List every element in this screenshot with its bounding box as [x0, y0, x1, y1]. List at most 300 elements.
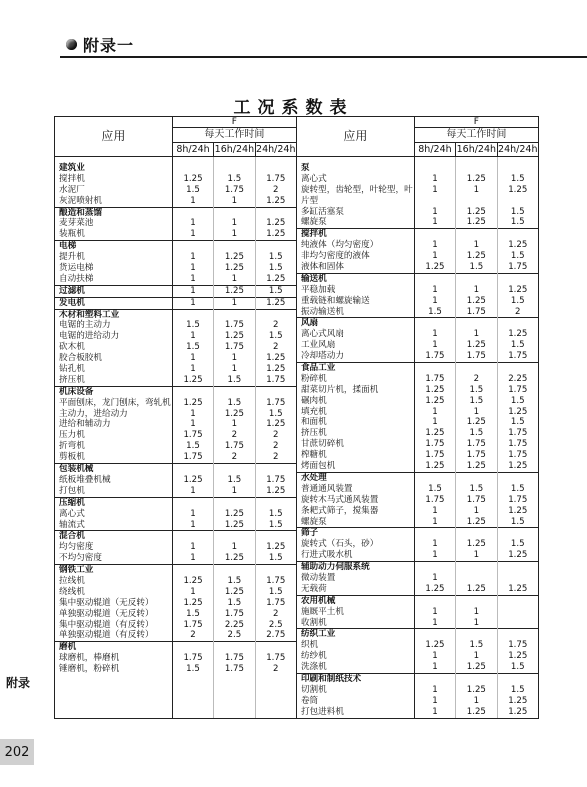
factor-value: 1.25 [266, 273, 286, 284]
application-label: 均匀密度 [59, 542, 94, 553]
factor-value: 1.75 [224, 664, 244, 675]
factor-value: 1.5 [469, 395, 484, 406]
factor-value: 1 [473, 329, 480, 340]
factor-value: 1.5 [510, 251, 525, 262]
group-heading: 发电机 [55, 297, 172, 309]
application-label: 集中驱动辊道（无反转） [59, 597, 154, 608]
factor-value: 2 [515, 306, 521, 317]
factor-value [256, 463, 296, 475]
factor-value: 2 [273, 184, 279, 195]
factor-value: 1.5 [510, 516, 525, 527]
factor-value: 1.75 [466, 351, 486, 362]
factor-value: 1 [190, 408, 196, 419]
application-label: 螺旋泵 [300, 217, 327, 228]
factor-value: 2 [231, 430, 238, 441]
factor-value: 1 [432, 284, 438, 295]
group-heading: 压缩机 [55, 497, 172, 509]
factor-value [456, 472, 496, 484]
factor-value: 1 [214, 297, 254, 309]
application-label: 离心式风扇 [300, 329, 344, 340]
factor-value [214, 309, 254, 321]
factor-value [498, 317, 538, 329]
application-label: 甘蔗切碎机 [300, 439, 344, 450]
application-label: 集中驱动辊道（有反转） [59, 619, 154, 630]
factor-value: 1 [432, 217, 438, 228]
factor-value: 1.5 [510, 295, 525, 306]
factor-value: 1.25 [224, 331, 244, 342]
factor-value: 1.25 [183, 173, 203, 184]
factor-value: 1 [190, 263, 196, 274]
group-heading: 包装机械 [55, 463, 172, 475]
application-label: 绕线机 [59, 586, 85, 597]
application-label: 非均匀密度的液体 [300, 251, 370, 262]
factor-value: 1 [432, 606, 438, 617]
factor-value [256, 386, 296, 398]
factor-value: 1.75 [466, 306, 486, 317]
group-heading: 风扇 [297, 317, 414, 329]
factor-value: 1.75 [425, 439, 445, 450]
factor-value: 1.75 [466, 494, 486, 505]
factor-value: 1.25 [224, 519, 244, 530]
group-heading: 酿造和蒸馏 [55, 207, 172, 219]
factor-value: 2.5 [227, 630, 242, 641]
application-label: 胶合板胶机 [59, 353, 102, 364]
factor-value: 1.5 [510, 395, 525, 406]
factor-value [498, 673, 538, 685]
factor-value [256, 564, 296, 576]
factor-value: 1.25 [425, 428, 445, 439]
application-label: 平面刨床，龙门刨床，弯轧机 [59, 397, 171, 408]
factor-value: 1.5 [186, 664, 200, 675]
factor-value: 1 [473, 406, 480, 417]
factor-value: 1.5 [227, 575, 242, 586]
application-label: 离心式 [59, 508, 85, 519]
application-label: 填充机 [300, 406, 327, 417]
factor-value: 1.75 [266, 575, 286, 586]
factor-value [498, 561, 538, 573]
factor-value: 1 [432, 684, 438, 695]
factor-value: 1 [432, 406, 438, 417]
factor-value: 1.5 [268, 586, 283, 597]
factor-value: 1.25 [508, 651, 528, 662]
factor-value: 1.5 [469, 384, 484, 395]
factor-value: 1 [231, 542, 238, 553]
factor-value: 1.25 [224, 508, 244, 519]
factor-value: 1.5 [268, 519, 283, 530]
factor-value: 1.75 [508, 450, 528, 461]
factor-value: 1.25 [425, 583, 445, 594]
factor-value [456, 228, 496, 240]
factor-value: 1 [432, 240, 438, 251]
application-label: 行进式吸水机 [300, 550, 353, 561]
factor-value: 1 [432, 706, 438, 717]
factor-value: 1.25 [466, 539, 486, 550]
factor-value: 1 [190, 331, 196, 342]
factor-value: 1.5 [268, 408, 283, 419]
factor-value: 1.25 [466, 206, 486, 217]
factor-value: 2.75 [266, 630, 286, 641]
right-application-column [297, 163, 414, 718]
factor-value: 1 [190, 364, 196, 375]
factor-value: 1.5 [428, 306, 442, 317]
factor-value [415, 273, 455, 285]
application-label: 单独驱动辊道（无反转） [59, 608, 154, 619]
factor-value: 1.25 [466, 173, 486, 184]
factor-value: 1 [473, 651, 480, 662]
application-label: 平稳加载 [300, 284, 336, 295]
factor-value: 1 [173, 297, 213, 309]
factor-value: 2 [273, 320, 279, 331]
factor-value [173, 530, 213, 542]
factor-value: 1 [231, 218, 238, 229]
page-title: 工况系数表 [233, 98, 354, 118]
factor-value: 1.25 [508, 329, 528, 340]
factor-value: 1.5 [510, 483, 525, 494]
factor-value: 1.25 [183, 575, 203, 586]
factor-value: 1 [231, 419, 238, 430]
left-24h-column [256, 163, 296, 675]
factor-value: 1 [432, 340, 438, 351]
factor-value: 1.5 [510, 206, 525, 217]
factor-value: 1 [231, 229, 238, 240]
factor-value [173, 641, 213, 653]
factor-value [415, 362, 455, 374]
factor-value [256, 497, 296, 509]
factor-value [456, 527, 496, 539]
factor-value: 1 [473, 617, 480, 628]
col-header-16h-left: 16h/24h [214, 144, 255, 155]
factor-value [415, 472, 455, 484]
application-label: 施厩平土机 [300, 606, 344, 617]
factor-value: 1.25 [466, 516, 486, 527]
application-label: 货运电梯 [59, 263, 94, 274]
factor-value [498, 163, 538, 174]
appendix-side-tab [0, 676, 36, 690]
application-label: 砍木机 [59, 342, 85, 353]
factor-value: 1 [190, 542, 196, 553]
factor-value [214, 163, 254, 174]
application-label: 振动输送机 [300, 306, 344, 317]
factor-value: 1 [432, 662, 438, 673]
factor-value: 1 [190, 273, 196, 284]
factor-value: 1 [432, 505, 438, 516]
factor-value: 1.75 [224, 184, 244, 195]
factor-value: 1.25 [425, 395, 445, 406]
factor-value: 1.25 [266, 364, 286, 375]
factor-value: 1 [432, 206, 438, 217]
factor-value: 1.25 [266, 218, 286, 229]
factor-value: 1.5 [268, 263, 283, 274]
factor-value: 1 [432, 695, 438, 706]
factor-value: 1.75 [425, 351, 445, 362]
factor-value [456, 196, 496, 207]
factor-value [498, 527, 538, 539]
application-label: 压力机 [59, 430, 85, 441]
factor-value: 1 [432, 539, 438, 550]
factor-value: 1 [190, 519, 196, 530]
service-factor-table [54, 116, 539, 719]
factor-value [498, 573, 538, 584]
factor-value [498, 273, 538, 285]
factor-value: 1.25 [508, 406, 528, 417]
factor-value: 1 [190, 195, 196, 206]
factor-value [214, 641, 254, 653]
application-label: 水泥厂 [59, 184, 85, 195]
left-16h-column [214, 163, 254, 675]
factor-value: 1.5 [469, 428, 484, 439]
application-label: 粉碎机 [300, 373, 327, 384]
factor-value: 1 [190, 508, 196, 519]
group-heading: 过滤机 [55, 285, 172, 297]
col-header-24h-right: 24h/24h [498, 144, 538, 155]
factor-value [173, 207, 213, 219]
factor-value [214, 207, 254, 219]
factor-value [256, 240, 296, 252]
col-header-daily-hours-right: 每天工作时间 [414, 128, 538, 143]
factor-value: 1.25 [466, 295, 486, 306]
factor-value: 1.25 [508, 583, 528, 594]
factor-value: 1 [432, 651, 438, 662]
application-label: 条耙式筛子，搅集器 [300, 505, 379, 516]
factor-value: 1 [190, 419, 196, 430]
factor-value [456, 362, 496, 374]
header-rule [60, 56, 587, 58]
col-header-f-left: F [172, 117, 296, 128]
factor-value [214, 497, 254, 509]
factor-value: 1.25 [508, 240, 528, 251]
factor-value [256, 163, 296, 174]
right-24h-column [498, 163, 538, 718]
factor-value: 1.5 [469, 483, 484, 494]
factor-value: 1.5 [510, 539, 525, 550]
factor-value: 1 [432, 550, 438, 561]
application-label: 进给和辅动力 [59, 419, 111, 430]
factor-value: 1.5 [227, 173, 242, 184]
factor-value: 1.25 [466, 684, 486, 695]
factor-value: 1.75 [266, 597, 286, 608]
factor-value: 1.25 [256, 297, 296, 309]
factor-value: 1.5 [469, 640, 484, 651]
bullet-icon [66, 39, 77, 50]
factor-value: 1 [432, 417, 438, 428]
factor-value: 1.75 [508, 640, 528, 651]
factor-value: 1.5 [227, 397, 242, 408]
factor-value: 1.25 [425, 461, 445, 472]
factor-value: 1.25 [508, 706, 528, 717]
application-label: 灰泥喷射机 [59, 195, 102, 206]
application-label: 自动扶梯 [59, 273, 94, 284]
application-label: 不均匀密度 [59, 553, 102, 564]
factor-value: 1 [190, 553, 196, 564]
factor-value: 1 [473, 284, 480, 295]
factor-value: 1.25 [224, 263, 244, 274]
factor-value: 1 [432, 329, 438, 340]
factor-value [256, 309, 296, 321]
factor-value: 1.5 [510, 662, 525, 673]
factor-value [498, 362, 538, 374]
factor-value: 1 [432, 184, 438, 195]
factor-value: 1.25 [466, 251, 486, 262]
factor-value: 1.25 [508, 550, 528, 561]
factor-value [256, 207, 296, 219]
factor-value: 1.75 [183, 452, 203, 463]
factor-value: 1.5 [268, 252, 283, 263]
factor-value: 1.5 [186, 320, 200, 331]
factor-value: 1.25 [266, 195, 286, 206]
factor-value: 1.5 [510, 173, 525, 184]
factor-value: 1.75 [224, 608, 244, 619]
factor-value: 2 [273, 430, 279, 441]
factor-value [456, 317, 496, 329]
left-application-column [55, 163, 172, 675]
application-label: 片型 [300, 195, 319, 206]
factor-value: 1.25 [224, 408, 244, 419]
application-label: 挤压机 [300, 428, 327, 439]
factor-value: 1.25 [183, 597, 203, 608]
factor-value: 1 [231, 353, 238, 364]
factor-value: 1.75 [508, 439, 528, 450]
factor-value: 2 [273, 342, 279, 353]
application-label: 搅拌机 [59, 173, 85, 184]
application-label: 切割机 [300, 684, 327, 695]
application-label: 纯液体（均匀密度） [300, 240, 379, 251]
group-heading: 混合机 [55, 530, 172, 542]
application-label: 主动力，进给动力 [59, 408, 128, 419]
section-title: 附录一 [83, 36, 135, 55]
factor-value: 1.75 [508, 428, 528, 439]
col-header-8h-right: 8h/24h [414, 143, 455, 157]
factor-value: 2 [273, 664, 279, 675]
factor-value [415, 317, 455, 329]
factor-value: 1.5 [227, 474, 242, 485]
factor-value: 1 [231, 273, 238, 284]
factor-value: 1.75 [183, 430, 203, 441]
right-8h-column [415, 163, 455, 718]
factor-value: 1.75 [508, 494, 528, 505]
application-label: 旋转木马式通风装置 [300, 494, 379, 505]
factor-value: 1.5 [268, 331, 283, 342]
factor-value: 1.25 [214, 285, 254, 297]
left-8h-column [173, 163, 213, 675]
application-label: 榨糖机 [300, 450, 327, 461]
factor-value: 1.25 [508, 461, 528, 472]
factor-value: 2.5 [268, 619, 283, 630]
factor-value: 1 [473, 240, 480, 251]
group-heading: 筛子 [297, 527, 414, 539]
page-number: 202 [0, 739, 34, 765]
factor-value: 2.25 [508, 373, 528, 384]
factor-value [173, 564, 213, 576]
factor-value [173, 463, 213, 475]
factor-value: 1 [173, 285, 213, 297]
factor-value: 1 [473, 184, 480, 195]
factor-value: 1.25 [183, 397, 203, 408]
group-heading: 泵 [300, 163, 310, 173]
group-heading: 辅助动力伺服系统 [297, 561, 414, 573]
factor-value: 1 [190, 229, 196, 240]
group-heading: 农用机械 [297, 595, 414, 607]
factor-value: 1.25 [224, 586, 244, 597]
application-label: 微动装置 [300, 572, 336, 583]
factor-value: 1 [432, 516, 438, 527]
application-label: 螺旋泵 [300, 516, 327, 527]
group-heading: 电梯 [55, 240, 172, 252]
factor-value: 1 [231, 195, 238, 206]
application-label: 装瓶机 [59, 229, 85, 240]
application-label: 洗涤机 [300, 662, 327, 673]
factor-value: 1.25 [466, 461, 486, 472]
group-heading: 水处理 [297, 472, 414, 484]
application-label: 重载链和螺旋输送 [300, 295, 370, 306]
right-16h-column [456, 163, 496, 718]
factor-value [498, 607, 538, 618]
application-label: 打包机 [59, 485, 85, 496]
application-label: 电锯的主动力 [59, 320, 111, 331]
factor-value [214, 530, 254, 542]
factor-value [256, 641, 296, 653]
group-heading: 磨机 [55, 641, 172, 653]
factor-value: 1.5 [186, 184, 200, 195]
factor-value: 1 [473, 606, 480, 617]
factor-value [415, 561, 455, 573]
factor-value: 1.75 [466, 439, 486, 450]
factor-value: 1 [473, 505, 480, 516]
application-label: 织机 [300, 640, 319, 651]
factor-value: 1.5 [428, 483, 442, 494]
application-label: 麦芽菜池 [59, 218, 94, 229]
factor-value: 2 [273, 452, 279, 463]
application-label: 冷却塔动力 [300, 351, 344, 362]
col-header-24h-left: 24h/24h [256, 144, 296, 155]
factor-value [173, 497, 213, 509]
factor-value: 1.25 [508, 505, 528, 516]
factor-value [214, 564, 254, 576]
application-label: 纺纱机 [300, 651, 327, 662]
factor-value [498, 628, 538, 640]
factor-value: 1.25 [466, 583, 486, 594]
factor-value: 1 [432, 617, 438, 628]
factor-value: 1.75 [266, 653, 286, 664]
application-label: 打包进料机 [300, 706, 344, 717]
factor-value [173, 240, 213, 252]
factor-value: 1.75 [508, 351, 528, 362]
application-label: 锤磨机，粉碎机 [59, 664, 120, 675]
factor-value: 1.25 [425, 640, 445, 651]
factor-value: 1.75 [425, 373, 445, 384]
group-heading: 搅拌机 [297, 228, 414, 240]
application-label: 球磨机，棒磨机 [59, 653, 120, 664]
factor-value: 1.25 [466, 662, 486, 673]
factor-value [214, 463, 254, 475]
factor-value [415, 595, 455, 607]
factor-value: 1 [190, 252, 196, 263]
factor-value: 2 [273, 441, 279, 452]
factor-value [456, 628, 496, 640]
factor-value: 1.5 [227, 374, 242, 385]
col-header-daily-hours-left: 每天工作时间 [172, 128, 296, 143]
factor-value: 1.75 [183, 653, 203, 664]
factor-value: 1.5 [469, 262, 484, 273]
factor-value: 1 [432, 572, 438, 583]
factor-value [498, 228, 538, 240]
factor-value [214, 386, 254, 398]
factor-value: 1 [190, 353, 196, 364]
factor-value: 1.25 [266, 419, 286, 430]
factor-value: 1.25 [508, 284, 528, 295]
factor-value [498, 595, 538, 607]
factor-value: 1 [432, 173, 438, 184]
factor-value: 1.25 [183, 374, 203, 385]
